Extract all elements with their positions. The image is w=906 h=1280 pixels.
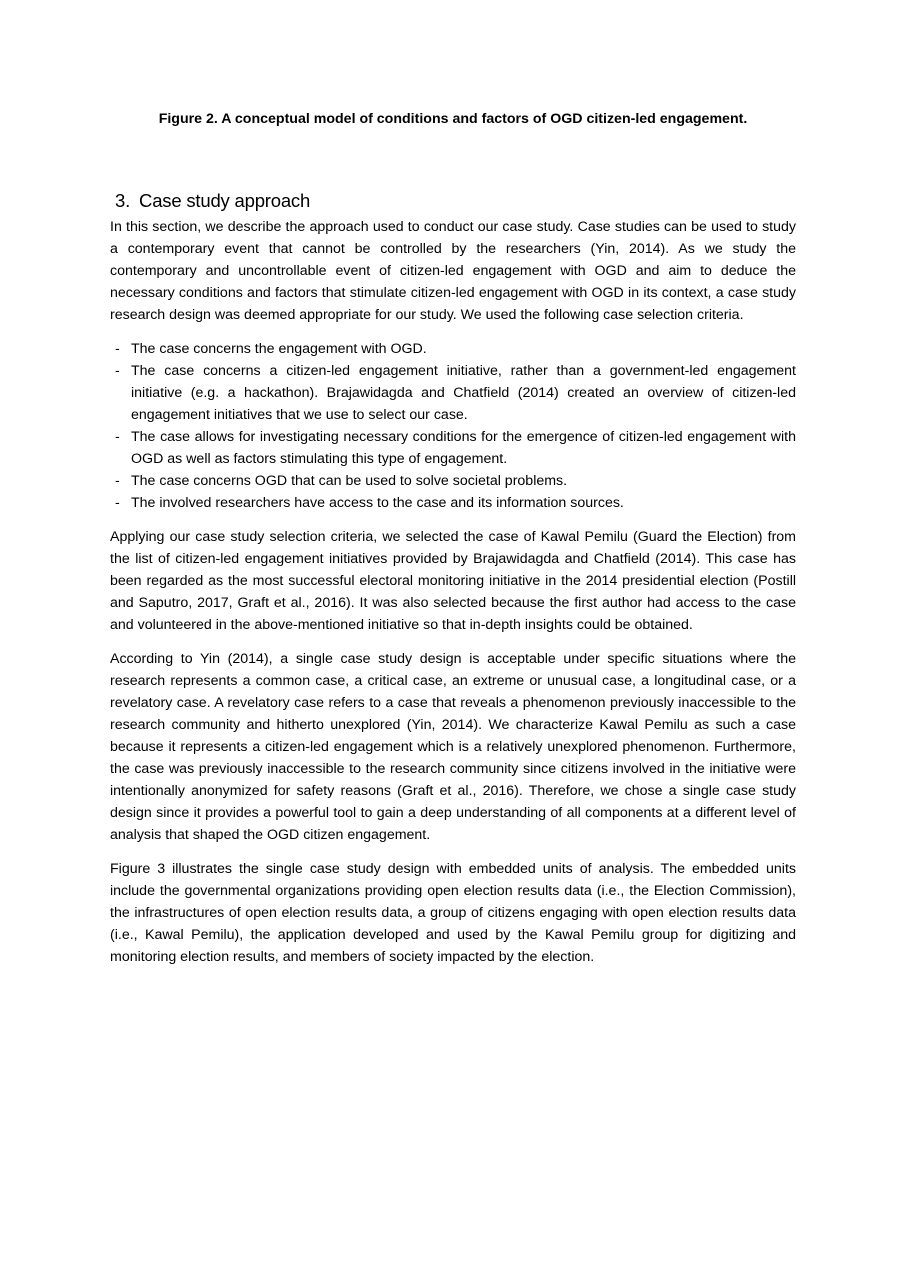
intro-paragraph: In this section, we describe the approach used to conduct our case study. Case studies can be used to study a contemporary event that cannot be controlled by the researchers (Yin, 2014). As we study the contemporary and uncontrollable event of citizen-led engagement with OGD and aim to deduce the necessary conditions and factors that stimulate citizen-led engagement with OGD in its context, a case study research design was deemed appropriate for our study. We used the following case selection criteria. — [110, 219, 796, 323]
list-item — [110, 470, 796, 492]
list-bullet: - — [115, 341, 120, 357]
list-item-text: The case concerns OGD that can be used to solve societal problems. — [131, 473, 568, 489]
list-bullet: - — [115, 473, 120, 489]
section-heading — [115, 188, 796, 214]
list-item-text: The case concerns the engagement with OGD. — [131, 341, 427, 357]
list-item — [110, 360, 796, 426]
list-item-text: The involved researchers have access to the case and its information sources. — [131, 495, 624, 511]
list-bullet: - — [115, 429, 120, 445]
selection-criteria-list — [110, 338, 796, 514]
section-number: 3. — [115, 190, 131, 211]
list-item — [110, 338, 796, 360]
list-bullet: - — [115, 363, 120, 379]
list-item-text: The case allows for investigating necessary conditions for the emergence of citizen-led engagement with OGD as well as factors stimulating this type of engagement. — [131, 429, 796, 467]
case-selection-paragraph: Applying our case study selection criteria, we selected the case of Kawal Pemilu (Guard the Election) from the list of citizen-led engagement initiatives provided by Brajawidagda and Chatfield (2014). This case has been regarded as the most successful electoral monitoring initiative in the 2014 presidential election (Postill and Saputro, 2017, Graft et al., 2016). It was also selected because the first author had access to the case and volunteered in the above-mentioned initiative so that in-depth insights could be obtained. — [110, 529, 796, 633]
figure-3-paragraph: Figure 3 illustrates the single case study design with embedded units of analysis. The embedded units include the governmental organizations providing open election results data (i.e., the Election Commission), the infrastructures of open election results data, a group of citizens engaging with open election results data (i.e., Kawal Pemilu), the application developed and used by the Kawal Pemilu group for digitizing and monitoring election results, and members of society impacted by the election. — [110, 861, 796, 965]
section-title: Case study approach — [139, 190, 311, 211]
list-bullet: - — [115, 495, 120, 511]
list-item — [110, 492, 796, 514]
section-body — [110, 188, 796, 980]
figure-caption: Figure 2. A conceptual model of conditions and factors of OGD citizen-led engagement. — [158, 111, 748, 127]
list-item — [110, 426, 796, 470]
list-item-text: The case concerns a citizen-led engagement initiative, rather than a government-led engagement initiative (e.g. a hackathon). Brajawidagda and Chatfield (2014) created an overview of citizen-led engagement initiatives that we use to select our case. — [131, 363, 796, 423]
single-case-design-paragraph: According to Yin (2014), a single case study design is acceptable under specific situations where the research represents a common case, a critical case, an extreme or unusual case, a longitudinal case, or a revelatory case. A revelatory case refers to a case that reveals a phenomenon previously inaccessible to the research community and hitherto unexplored (Yin, 2014). We characterize Kawal Pemilu as such a case because it represents a citizen-led engagement which is a relatively unexplored phenomenon. Furthermore, the case was previously inaccessible to the research community since citizens involved in the initiative were intentionally anonymized for safety reasons (Graft et al., 2016). Therefore, we chose a single case study design since it provides a powerful tool to gain a deep understanding of all components at a different level of analysis that shaped the OGD citizen engagement. — [110, 651, 796, 843]
